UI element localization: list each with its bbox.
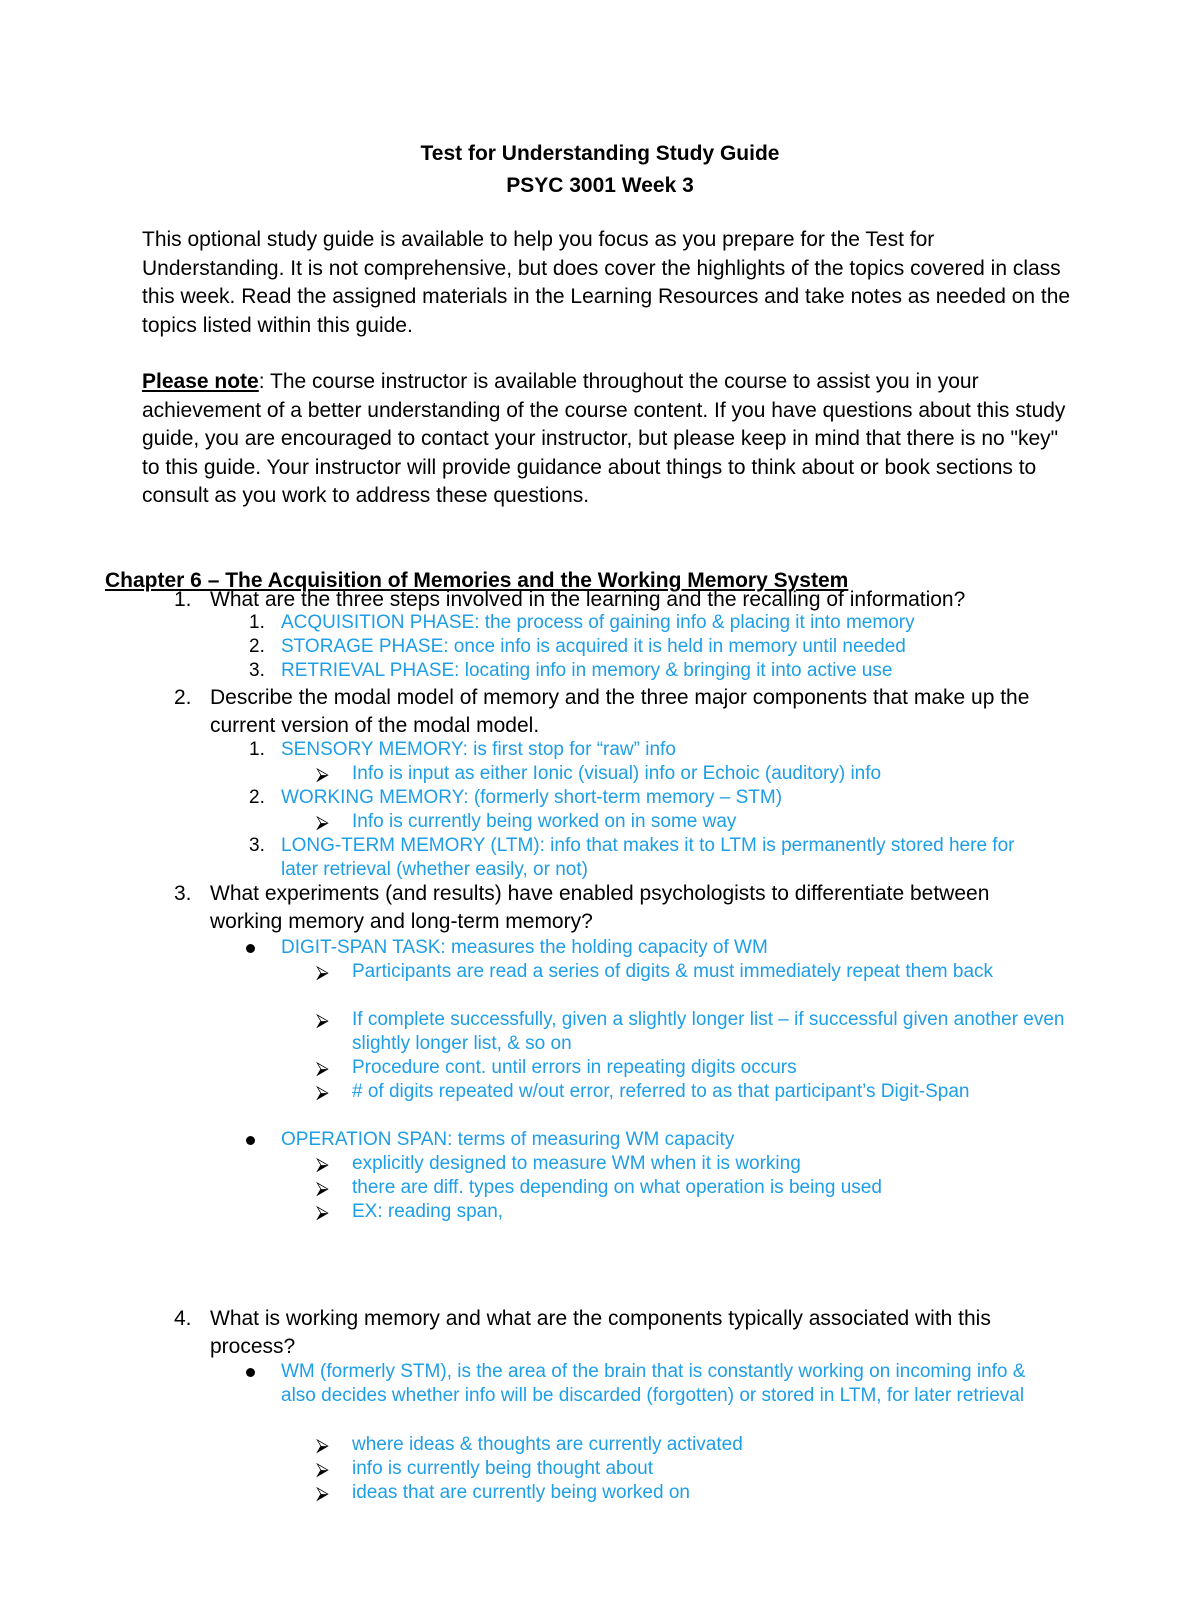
sub-point — [316, 810, 1072, 834]
sub-point-text: explicitly designed to measure WM when it is working — [352, 1153, 801, 1174]
bullet-dot-icon — [246, 1136, 255, 1145]
question-text: What experiments (and results) have enabled psychologists to differentiate between working memory and long-term memory? — [210, 882, 990, 933]
answer-text: SENSORY MEMORY: is first stop for “raw” info — [281, 739, 676, 760]
sub-point — [316, 1200, 1072, 1224]
sub-point-text: If complete successfully, given a slightly longer list – if successful given another even slightly longer list, & so on — [352, 1009, 1065, 1054]
answer-number: 1. — [249, 612, 265, 633]
answer-number: 3. — [249, 835, 265, 856]
answer-number: 2. — [249, 787, 265, 808]
sub-point-text: Participants are read a series of digits & must immediately repeat them back — [352, 961, 994, 982]
question-text: What are the three steps involved in the learning and the recalling of information? — [210, 588, 966, 611]
note-paragraph — [142, 368, 1072, 511]
sub-point-text: EX: reading span, — [352, 1201, 504, 1222]
answer-number: 3. — [249, 660, 265, 681]
question-2 — [174, 684, 1080, 740]
answer-number: 2. — [249, 636, 265, 657]
answer-number: 1. — [249, 739, 265, 760]
answer-bullet — [281, 1128, 1081, 1152]
question-number: 2. — [174, 686, 192, 709]
arrow-bullet-icon: ⮚ — [316, 812, 329, 832]
answer-item — [249, 786, 1081, 810]
answer-text: OPERATION SPAN: terms of measuring WM capacity — [281, 1129, 735, 1150]
sub-point-text: info is currently being thought about — [352, 1458, 654, 1479]
sub-point-text: there are diff. types depending on what operation is being used — [352, 1177, 882, 1198]
sub-point — [316, 960, 1072, 984]
sub-point — [316, 1056, 1072, 1080]
arrow-bullet-icon: ⮚ — [316, 1058, 329, 1078]
question-4 — [174, 1305, 1070, 1361]
sub-point — [316, 1080, 1072, 1104]
question-text: Describe the modal model of memory and the three major components that make up the current version of the modal model. — [210, 686, 1030, 737]
arrow-bullet-icon: ⮚ — [316, 764, 329, 784]
sub-point — [316, 1433, 1072, 1457]
answer-item — [249, 611, 1081, 635]
question-number: 3. — [174, 882, 192, 905]
sub-point — [316, 1176, 1072, 1200]
arrow-bullet-icon: ⮚ — [316, 1082, 329, 1102]
arrow-bullet-icon: ⮚ — [316, 1483, 329, 1503]
answer-bullet — [281, 1360, 1041, 1408]
chapter-heading: Chapter 6 – The Acquisition of Memories and the Working Memory System — [105, 569, 849, 592]
answer-text: LONG-TERM MEMORY (LTM): info that makes it to LTM is permanently stored here for later retrieval (whether easily, or not) — [281, 835, 1015, 880]
document-title: Test for Understanding Study Guide — [420, 142, 780, 165]
arrow-bullet-icon: ⮚ — [316, 1154, 329, 1174]
sub-point-text: ideas that are currently being worked on — [352, 1482, 690, 1503]
sub-point — [316, 1152, 1072, 1176]
note-label: Please note — [142, 370, 259, 393]
question-text: What is working memory and what are the components typically associated with this process? — [210, 1307, 991, 1358]
question-1 — [174, 586, 1080, 614]
answer-text: DIGIT-SPAN TASK: measures the holding capacity of WM — [281, 937, 768, 958]
sub-point — [316, 1481, 1072, 1505]
answer-item — [249, 738, 1081, 762]
arrow-bullet-icon: ⮚ — [316, 1010, 329, 1030]
course-subtitle: PSYC 3001 Week 3 — [506, 174, 694, 197]
answer-text: WORKING MEMORY: (formerly short-term memory – STM) — [281, 787, 783, 808]
question-number: 1. — [174, 588, 192, 611]
answer-text: WM (formerly STM), is the area of the brain that is constantly working on incoming info & also decides whether info will be discarded (forgotten) or stored in LTM, for later retrieval — [281, 1361, 1026, 1406]
sub-point-text: Info is currently being worked on in some way — [352, 811, 737, 832]
bullet-dot-icon — [246, 944, 255, 953]
answer-item — [249, 659, 1081, 683]
sub-point — [316, 762, 1072, 786]
answer-bullet — [281, 936, 1081, 960]
answer-text: STORAGE PHASE: once info is acquired it is held in memory until needed — [281, 636, 906, 657]
answer-text: ACQUISITION PHASE: the process of gaining info & placing it into memory — [281, 612, 915, 633]
sub-point — [316, 1457, 1072, 1481]
arrow-bullet-icon: ⮚ — [316, 1202, 329, 1222]
sub-point — [316, 1008, 1072, 1056]
answer-item — [249, 834, 1041, 882]
answer-item — [249, 635, 1081, 659]
sub-point-text: Procedure cont. until errors in repeating digits occurs — [352, 1057, 797, 1078]
bullet-dot-icon — [246, 1368, 255, 1377]
arrow-bullet-icon: ⮚ — [316, 962, 329, 982]
answer-text: RETRIEVAL PHASE: locating info in memory & bringing it into active use — [281, 660, 893, 681]
note-text: : The course instructor is available throughout the course to assist you in your achievement of a better understanding of the course content. If you have questions about this study guide, you are encouraged to contact your instructor, but please keep in mind that there is no "key" to this guide. Your instructor will provide guidance about things to think about or book sections to consult as you work to address these questions. — [142, 370, 1066, 507]
question-number: 4. — [174, 1307, 192, 1330]
question-3 — [174, 880, 1010, 936]
intro-paragraph: This optional study guide is available to help you focus as you prepare for the Test for Understanding. It is not comprehensive, but does cover the highlights of the topics covered in class this week. Read the assigned materials in the Learning Resources and take notes as needed on the topics listed within this guide. — [142, 228, 1071, 337]
sub-point-text: Info is input as either Ionic (visual) info or Echoic (auditory) info — [352, 763, 882, 784]
arrow-bullet-icon: ⮚ — [316, 1459, 329, 1479]
sub-point-text: where ideas & thoughts are currently activated — [352, 1434, 743, 1455]
sub-point-text: # of digits repeated w/out error, referred to as that participant’s Digit-Span — [352, 1081, 970, 1102]
arrow-bullet-icon: ⮚ — [316, 1178, 329, 1198]
arrow-bullet-icon: ⮚ — [316, 1435, 329, 1455]
